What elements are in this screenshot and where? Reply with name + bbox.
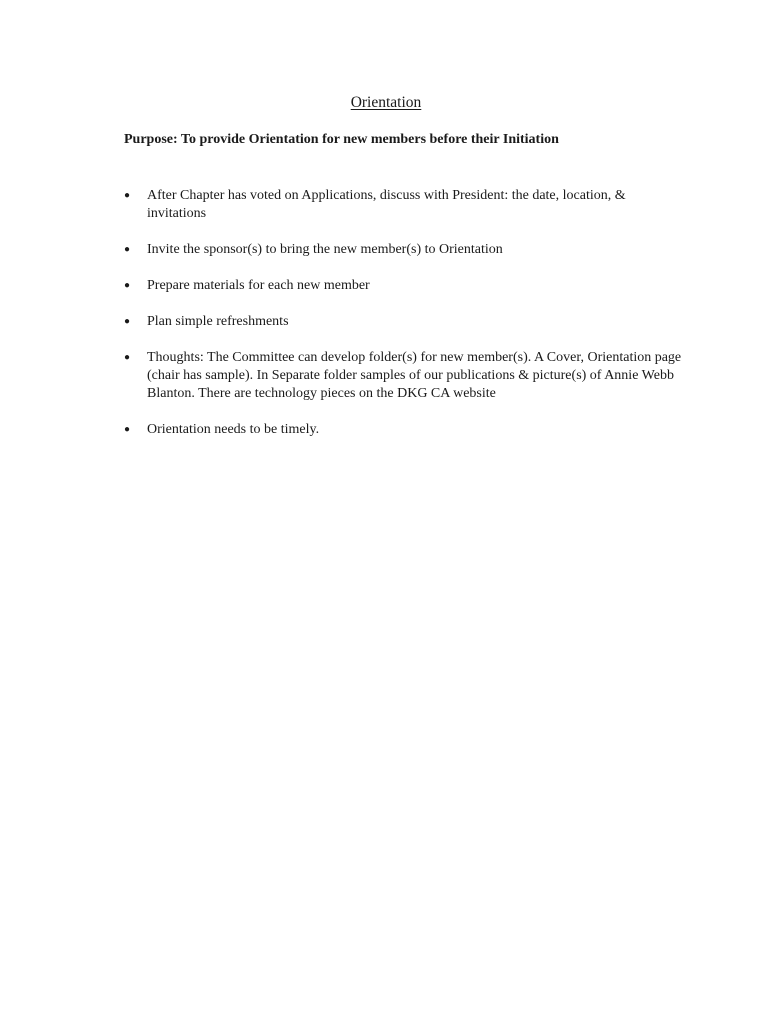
bullet-list <box>124 187 684 457</box>
list-item <box>124 313 684 331</box>
list-item-text: After Chapter has voted on Applications, discuss with President: the date, location, & invitations <box>147 188 626 221</box>
list-item-text: Orientation needs to be timely. <box>147 422 320 437</box>
page-title: Orientation <box>350 94 422 111</box>
bullet-icon: ● <box>124 316 131 327</box>
list-item-text: Invite the sponsor(s) to bring the new member(s) to Orientation <box>147 242 503 257</box>
list-item <box>124 187 684 223</box>
bullet-icon: ● <box>124 244 131 255</box>
bullet-icon: ● <box>124 190 131 201</box>
bullet-icon: ● <box>124 424 131 435</box>
purpose-statement: Purpose: To provide Orientation for new members before their Initiation <box>124 132 559 147</box>
list-item <box>124 421 684 439</box>
list-item <box>124 277 684 295</box>
bullet-icon: ● <box>124 352 131 363</box>
bullet-icon: ● <box>124 280 131 291</box>
list-item-text: Thoughts: The Committee can develop folder(s) for new member(s). A Cover, Orientation page (chair has sample). In Separate folder samples of our publications & picture(s) of Annie Webb Blanton. There are technology pieces on the DKG CA website <box>147 350 682 401</box>
list-item <box>124 349 684 403</box>
list-item-text: Plan simple refreshments <box>147 314 289 329</box>
list-item <box>124 241 684 259</box>
list-item-text: Prepare materials for each new member <box>147 278 370 293</box>
